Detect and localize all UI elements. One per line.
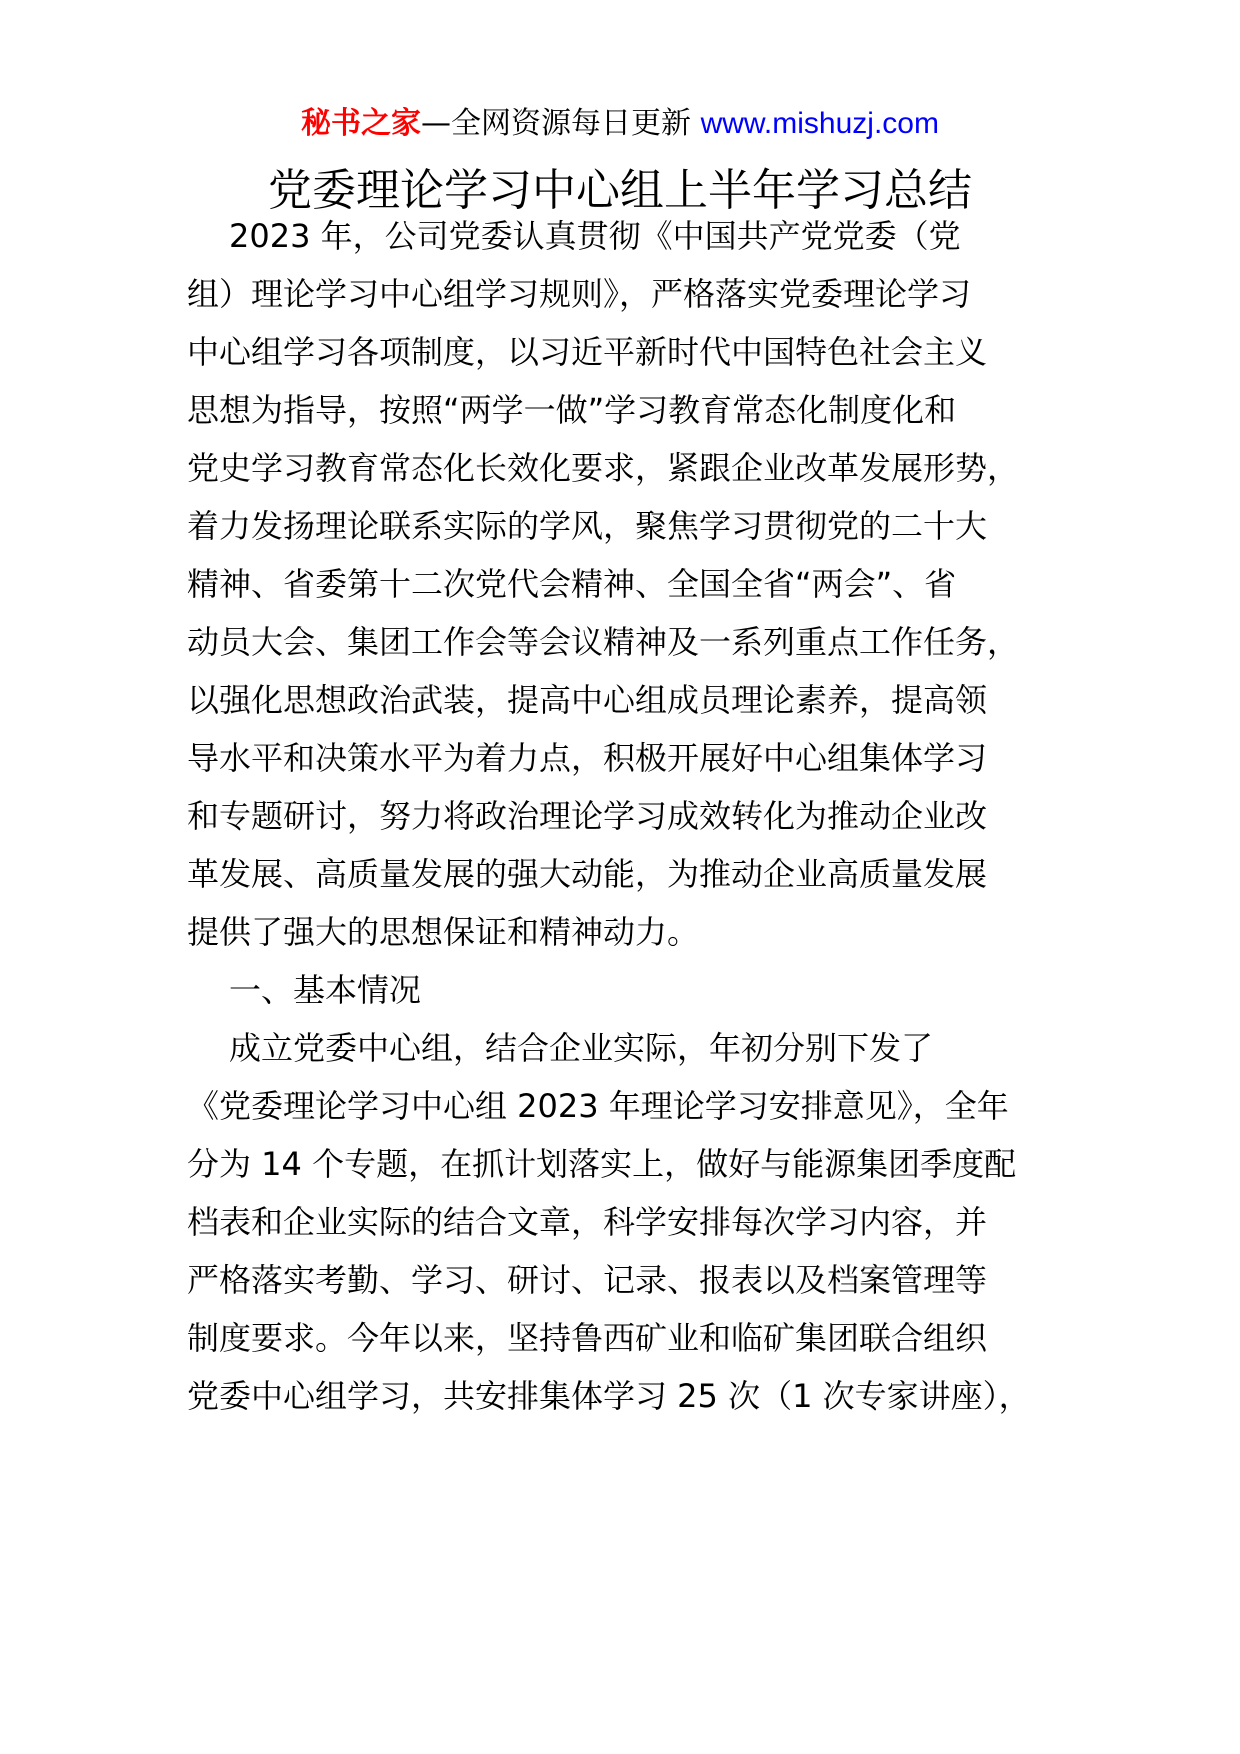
paragraph-line: 《党委理论学习中心组 2023 年理论学习安排意见》，全年 — [187, 1087, 1009, 1125]
site-url-link[interactable]: www.mishuzj.com — [700, 107, 939, 140]
paragraph-line: 提供了强大的思想保证和精神动力。 — [187, 913, 700, 951]
paragraph-line: 精神、省委第十二次党代会精神、全国全省“两会”、省 — [187, 565, 957, 603]
paragraph-line: 中心组学习各项制度，以习近平新时代中国特色社会主义 — [187, 333, 988, 371]
section-heading: 一、基本情况 — [229, 971, 422, 1009]
paragraph-line: 严格落实考勤、学习、研讨、记录、报表以及档案管理等 — [187, 1261, 988, 1299]
brand-name: 秘书之家 — [301, 106, 422, 141]
paragraph-line: 动员大会、集团工作会等会议精神及一系列重点工作任务， — [187, 623, 1020, 661]
paragraph-line: 档表和企业实际的结合文章，科学安排每次学习内容，并 — [187, 1203, 988, 1241]
paragraph-line: 革发展、高质量发展的强大动能，为推动企业高质量发展 — [187, 855, 988, 893]
document-title: 党委理论学习中心组上半年学习总结 — [268, 165, 972, 216]
paragraph-line: 和专题研讨，努力将政治理论学习成效转化为推动企业改 — [187, 797, 988, 835]
paragraph-line: 导水平和决策水平为着力点，积极开展好中心组集体学习 — [187, 739, 988, 777]
paragraph-line: 思想为指导，按照“两学一做”学习教育常态化制度化和 — [187, 391, 957, 429]
paragraph-line: 2023 年，公司党委认真贯彻《中国共产党党委（党 — [229, 217, 961, 255]
paragraph-line: 着力发扬理论联系实际的学风，聚焦学习贯彻党的二十大 — [187, 507, 988, 545]
paragraph-line: 分为 14 个专题，在抓计划落实上，做好与能源集团季度配 — [187, 1145, 1017, 1183]
paragraph-line: 党史学习教育常态化长效化要求，紧跟企业改革发展形势， — [187, 449, 1020, 487]
paragraph-line: 成立党委中心组，结合企业实际，年初分别下发了 — [229, 1029, 934, 1067]
paragraph-line: 组）理论学习中心组学习规则》，严格落实党委理论学习 — [187, 275, 972, 313]
paragraph-line: 以强化思想政治武装，提高中心组成员理论素养，提高领 — [187, 681, 988, 719]
paragraph-line: 党委中心组学习，共安排集体学习 25 次（1 次专家讲座）， — [187, 1377, 1031, 1415]
paragraph-line: 制度要求。今年以来，坚持鲁西矿业和临矿集团联合组织 — [187, 1319, 988, 1357]
site-header — [0, 98, 1240, 150]
header-slogan: —全网资源每日更新 — [421, 106, 701, 141]
